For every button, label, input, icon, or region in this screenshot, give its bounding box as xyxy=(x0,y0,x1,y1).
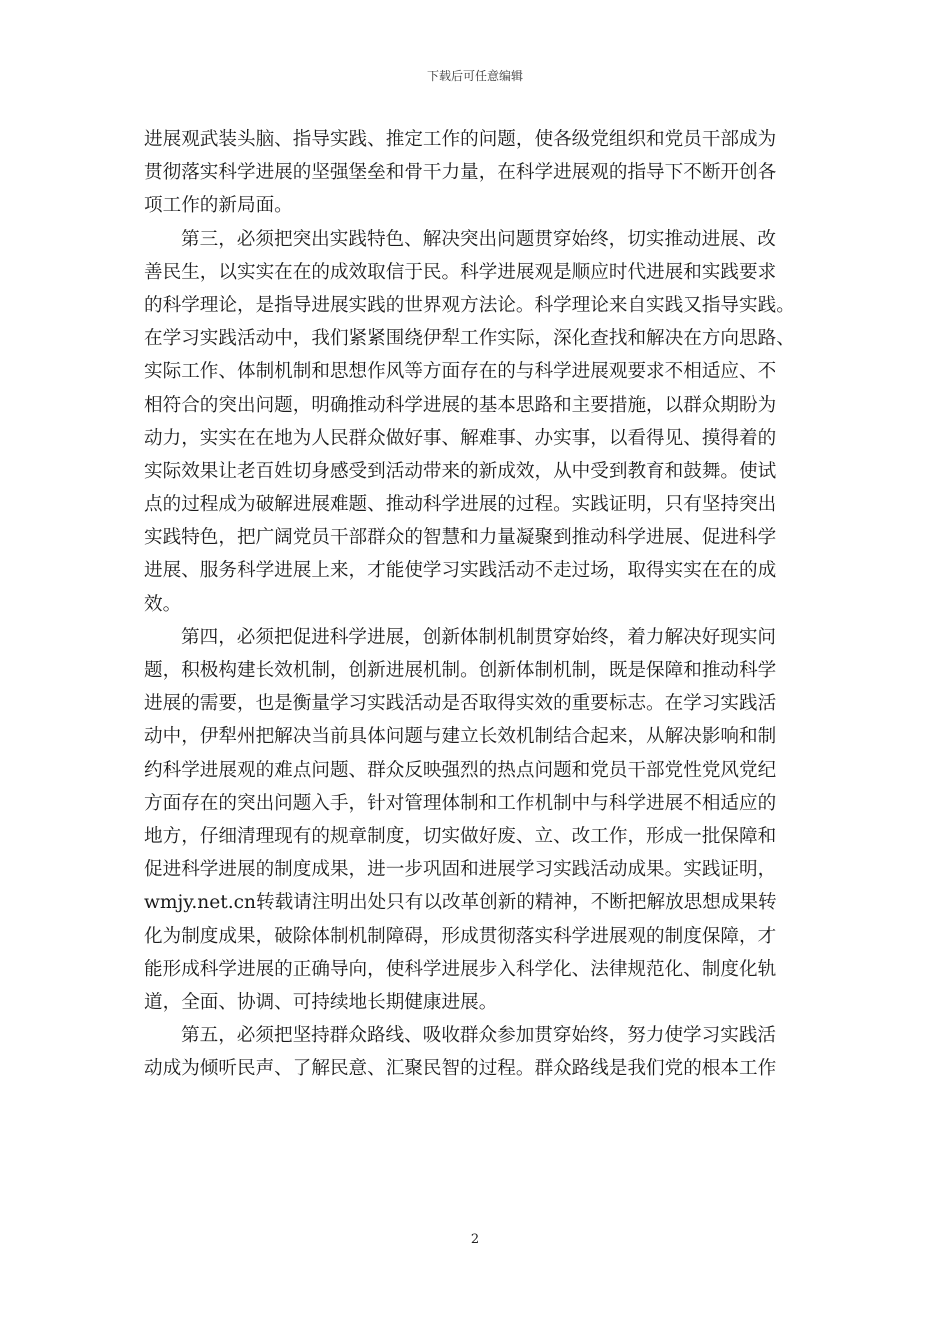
text-line: 动力，实实在在地为人民群众做好事、解难事、办实事，以看得见、摸得着的 xyxy=(144,427,777,449)
text-line: 实际效果让老百姓切身感受到活动带来的新成效，从中受到教育和鼓舞。使试 xyxy=(144,460,777,482)
text-line: 善民生，以实实在在的成效取信于民。科学进展观是顺应时代进展和实践要求 xyxy=(144,261,777,283)
text-line: wmjy.net.cn转载请注明出处只有以改革创新的精神，不断把解放思想成果转 xyxy=(144,892,777,914)
text-line: 化为制度成果，破除体制机制障碍，形成贯彻落实科学进展观的制度保障，才 xyxy=(144,925,777,947)
text-line: 进展、服务科学进展上来，才能使学习实践活动不走过场，取得实实在在的成 xyxy=(144,560,777,582)
page-number: 2 xyxy=(470,1232,480,1247)
text-line: 促进科学进展的制度成果，进一步巩固和进展学习实践活动成果。实践证明， xyxy=(144,859,777,881)
header-note: 下载后可任意编辑 xyxy=(426,69,523,83)
text-line: 题，积极构建长效机制，创新进展机制。创新体制机制，既是保障和推动科学 xyxy=(144,660,777,681)
paragraph-first-line: 第三，必须把突出实践特色、解决突出问题贯穿始终，切实推动进展、改 xyxy=(181,228,777,250)
text-line: 道，全面、协调、可持续地长期健康进展。 xyxy=(144,991,498,1013)
text-line: 地方，仔细清理现有的规章制度，切实做好废、立、改工作，形成一批保障和 xyxy=(144,825,777,847)
text-line: 进展的需要，也是衡量学习实践活动是否取得实效的重要标志。在学习实践活 xyxy=(144,693,777,715)
text-line: 相符合的突出问题，明确推动科学进展的基本思路和主要措施，以群众期盼为 xyxy=(144,394,777,416)
text-line: 动成为倾听民声、了解民意、汇聚民智的过程。群众路线是我们党的根本工作 xyxy=(144,1058,777,1080)
text-line: 约科学进展观的难点问题、群众反映强烈的热点问题和党员干部党性党风党纪 xyxy=(144,759,777,781)
text-line: 进展观武装头脑、指导实践、推定工作的问题，使各级党组织和党员干部成为 xyxy=(144,129,777,150)
text-line: 效。 xyxy=(144,593,182,615)
text-line: 点的过程成为破解进展难题、推动科学进展的过程。实践证明，只有坚持突出 xyxy=(144,494,777,516)
text-line: 方面存在的突出问题入手，针对管理体制和工作机制中与科学进展不相适应的 xyxy=(144,792,777,814)
text-line: 项工作的新局面。 xyxy=(144,195,293,217)
document-body xyxy=(144,123,808,1085)
text-line: 实际工作、体制机制和思想作风等方面存在的与科学进展观要求不相适应、不 xyxy=(144,361,777,383)
paragraph-first-line: 第四，必须把促进科学进展，创新体制机制贯穿始终，着力解决好现实问 xyxy=(181,626,777,648)
paragraph-first-line: 第五，必须把坚持群众路线、吸收群众参加贯穿始终，努力使学习实践活 xyxy=(181,1025,777,1047)
text-line: 实践特色，把广阔党员干部群众的智慧和力量凝聚到推动科学进展、促进科学 xyxy=(144,527,777,549)
text-line: 能形成科学进展的正确导向，使科学进展步入科学化、法律规范化、制度化轨 xyxy=(144,958,777,980)
text-line: 贯彻落实科学进展的坚强堡垒和骨干力量，在科学进展观的指导下不断开创各 xyxy=(144,162,777,184)
text-line: 在学习实践活动中，我们紧紧围绕伊犁工作实际，深化查找和解决在方向思路、 xyxy=(144,328,795,350)
text-line: 的科学理论，是指导进展实践的世界观方法论。科学理论来自实践又指导实践。 xyxy=(144,294,795,316)
text-line: 动中，伊犁州把解决当前具体问题与建立长效机制结合起来，从解决影响和制 xyxy=(144,726,777,748)
